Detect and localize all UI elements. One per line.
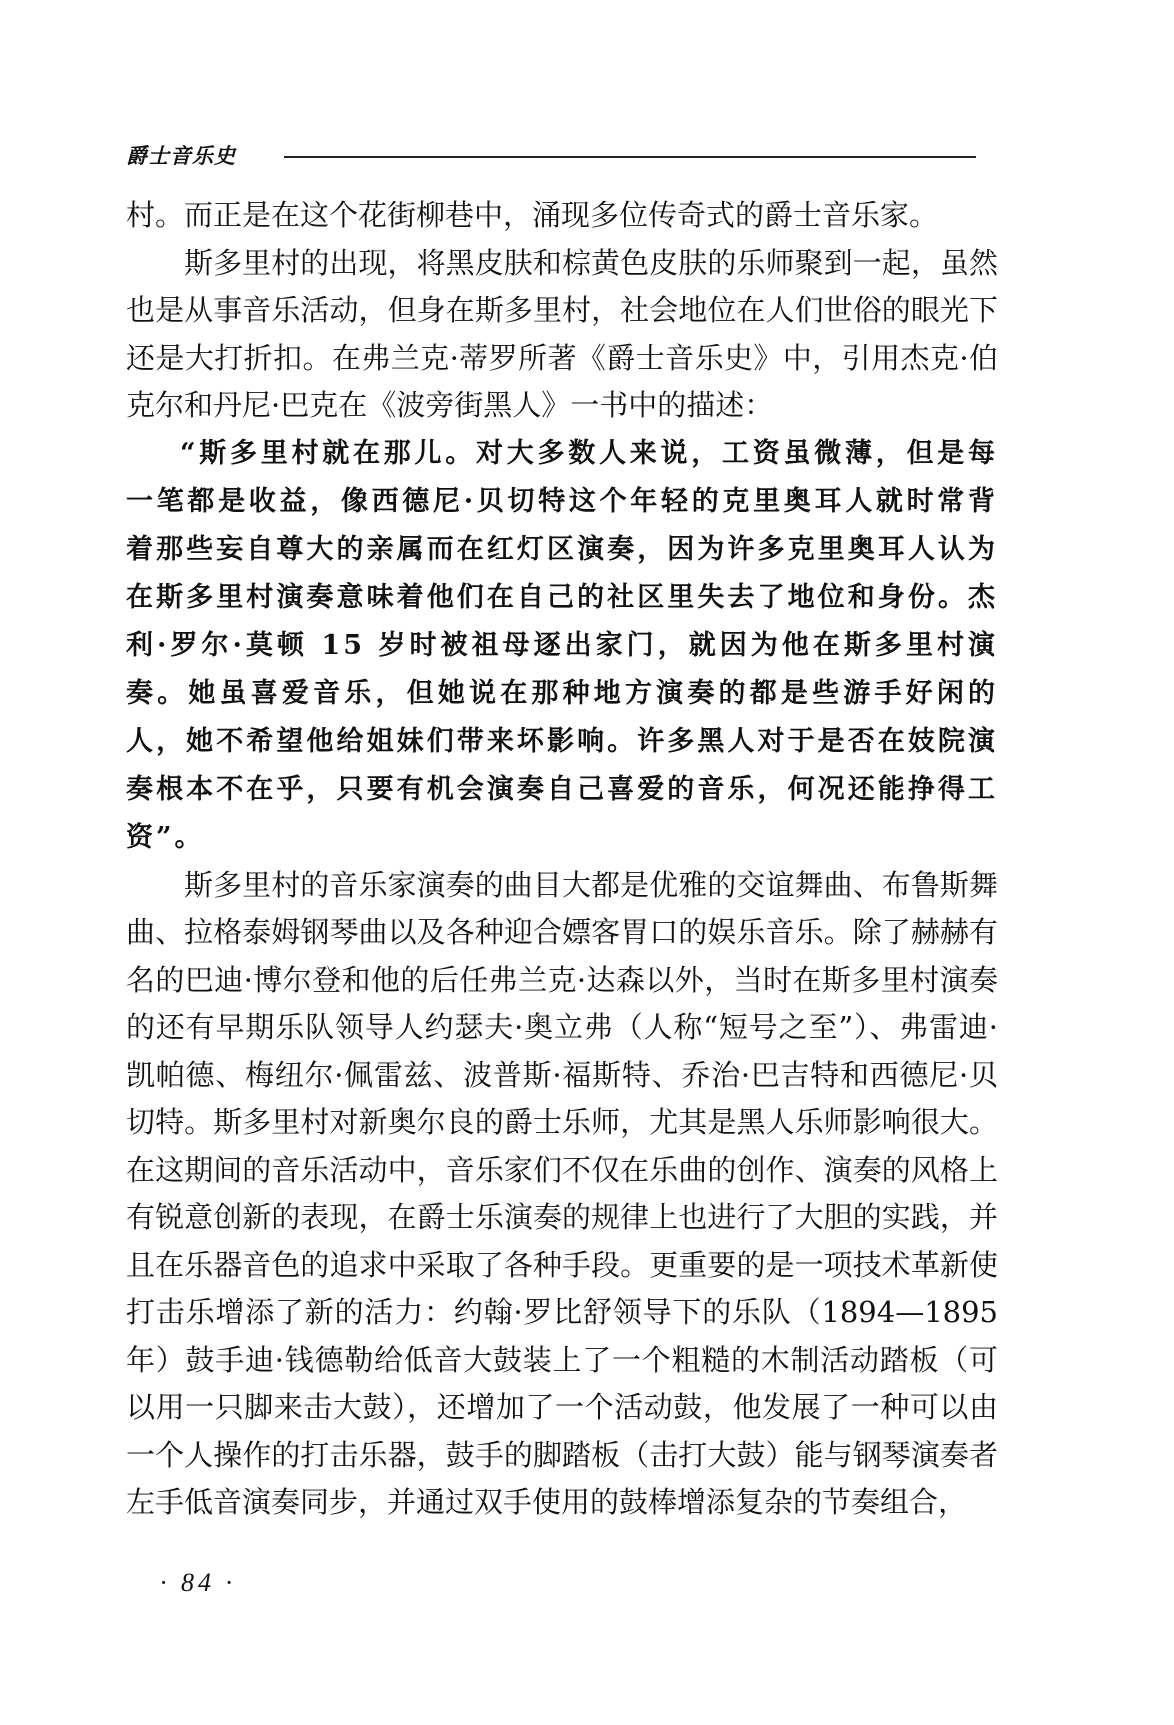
paragraph-storyville-intro: 斯多里村的出现，将黑皮肤和棕黄色皮肤的乐师聚到一起，虽然也是从事音乐活动，但身在斯多里村，社会地位在人们世俗的眼光下还是大打折扣。在弗兰克·蒂罗所著《爵士音乐史》中，引用杰克·伯克尔和丹尼·巴克在《波旁街黑人》一书中的描述：: [126, 245, 998, 422]
body-text: [126, 192, 998, 1527]
paragraph-continuation: 村。而正是在这个花街柳巷中，涌现多位传奇式的爵士音乐家。: [126, 198, 939, 232]
running-header: [126, 140, 976, 176]
paragraph-storyville-musicians: 斯多里村的音乐家演奏的曲目大都是优雅的交谊舞曲、布鲁斯舞曲、拉格泰姆钢琴曲以及各种迎合嫖客胃口的娱乐音乐。除了赫赫有名的巴迪·博尔登和他的后任弗兰克·达森以外，当时在斯多里村演奏的还有早期乐队领导人约瑟夫·奥立弗（人称“短号之至”）、弗雷迪·凯帕德、梅纽尔·佩雷兹、波普斯·福斯特、乔治·巴吉特和西德尼·贝切特。斯多里村对新奥尔良的爵士乐师，尤其是黑人乐师影响很大。在这期间的音乐活动中，音乐家们不仅在乐曲的创作、演奏的风格上有锐意创新的表现，在爵士乐演奏的规律上也进行了大胆的实践，并且在乐器音色的追求中采取了各种手段。更重要的是一项技术革新使打击乐增添了新的活力：约翰·罗比舒领导下的乐队（1894—1895 年）鼓手迪·钱德勒给低音大鼓装上了一个粗糙的木制活动踏板（可以用一只脚来击大鼓），还增加了一个活动鼓，他发展了一种可以由一个人操作的打击乐器，鼓手的脚踏板（击打大鼓）能与钢琴演奏者左手低音演奏同步，并通过双手使用的鼓棒增添复杂的节奏组合，: [126, 867, 998, 1519]
page-number: · 84 ·: [160, 1568, 236, 1597]
running-head-title: 爵士音乐史: [126, 143, 236, 168]
block-quote: “斯多里村就在那儿。对大多数人来说，工资虽微薄，但是每一笔都是收益，像西德尼·贝切特这个年轻的克里奥耳人就时常背着那些妄自尊大的亲属而在红灯区演奏，因为许多克里奥耳人认为在斯多里村演奏意味着他们在自己的社区里失去了地位和身份。杰利·罗尔·莫顿 15 岁时被祖母逐出家门，就因为他在斯多里村演奏。她虽喜爱音乐，但她说在那种地方演奏的都是些游手好闲的人，她不希望他给姐妹们带来坏影响。许多黑人对于是否在妓院演奏根本不在乎，只要有机会演奏自己喜爱的音乐，何况还能挣得工资”。: [126, 437, 998, 853]
header-rule: [284, 156, 976, 158]
